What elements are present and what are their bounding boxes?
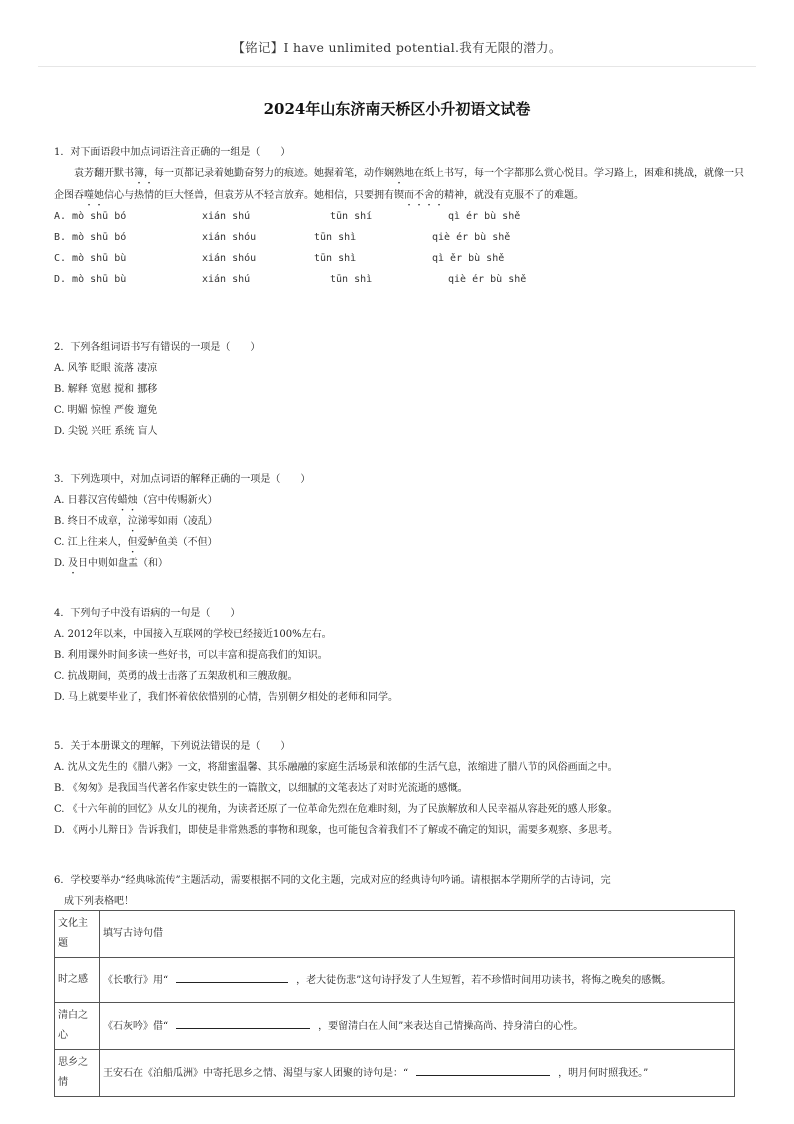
row-2-text-before: 《石灰吟》借“ xyxy=(103,1020,169,1032)
emphasized-char: 蜡 xyxy=(117,495,128,506)
row-1-text-before: 《长歌行》用“ xyxy=(103,974,169,986)
question-1-option-d[interactable] xyxy=(54,269,744,290)
pinyin-cell: B. mò shū bó xyxy=(54,232,127,243)
pinyin-cell: A. mò shū bó xyxy=(54,211,127,222)
emphasized-char: 书 xyxy=(124,168,134,179)
emphasized-char: 而 xyxy=(404,189,414,201)
question-3-option-c[interactable] xyxy=(54,532,744,553)
question-4-option-d[interactable]: D. 马上就要毕业了，我们怀着依依惜别的心情，告别朝夕相处的老师和同学。 xyxy=(54,692,399,703)
row-2-text-after: ，要留清白在人间”来表达自己情操高尚、持身清白的心性。 xyxy=(318,1020,584,1032)
poem-table xyxy=(54,910,735,1097)
question-6-stem-line-2: 成下列表格吧！ xyxy=(64,896,134,907)
pinyin-cell: qì ér bù shě xyxy=(448,211,521,222)
passage-text: 袁芳翻开默 xyxy=(74,168,124,179)
question-3 xyxy=(54,469,744,574)
pinyin-cell: xián shú xyxy=(202,274,251,285)
emphasized-char: 不 xyxy=(414,189,424,201)
row-3-text-before: 王安石在《泊船瓜洲》中寄托思乡之情、渴望与家人团聚的诗句是：“ xyxy=(103,1067,409,1079)
answer-blank-3[interactable] xyxy=(416,1063,550,1076)
option-text: D. xyxy=(54,558,69,569)
pinyin-cell: tūn shì xyxy=(330,274,373,285)
passage-text: 熟地在纸上书写，每一个字都那么赏心悦目。学习路上，困难和挑战，就像一只企图 xyxy=(54,168,744,201)
option-text: B. 终日不成章， xyxy=(54,516,128,527)
header-divider xyxy=(38,66,756,67)
table-row-theme: 清白之心 xyxy=(55,1003,100,1050)
pinyin-cell: D. mò shū bù xyxy=(54,274,127,285)
emphasized-char: 锲 xyxy=(394,189,404,201)
question-5-option-a[interactable]: A. 沈从文先生的《腊八粥》一文，将甜蜜温馨、其乐融融的家庭生活场景和浓郁的生活气息，浓缩进了腊八节的风俗画面之中。 xyxy=(54,762,618,773)
question-5-option-d[interactable]: D. 《两小儿辩日》告诉我们，即使是非常熟悉的事物和现象，也可能包含着我们不了解或不确定的知识，需要多观察、多思考。 xyxy=(54,825,619,836)
question-3-stem: 3．下列选项中，对加点词语的解释正确的一项是（ ） xyxy=(54,474,311,485)
option-text: 爱鲈鱼美（不但） xyxy=(137,537,218,548)
answer-blank-1[interactable] xyxy=(176,970,288,983)
table-row-theme: 时之感 xyxy=(55,958,100,1003)
table-row xyxy=(55,1050,735,1097)
emphasized-char: 烛 xyxy=(127,495,138,506)
table-row xyxy=(55,958,735,1003)
option-text: C. 江上往来人， xyxy=(54,537,128,548)
question-6 xyxy=(54,870,744,912)
pinyin-cell: xián shóu xyxy=(202,232,257,243)
emphasized-char: 娴 xyxy=(384,168,394,179)
question-1-option-b[interactable] xyxy=(54,227,744,248)
question-4 xyxy=(54,603,744,708)
question-2-option-b[interactable]: B. 解释 宽慰 搅和 挪移 xyxy=(54,384,158,395)
row-3-text-after: ，明月何时照我还。” xyxy=(558,1067,649,1079)
question-5-stem: 5．关于本册课文的理解，下列说法错误的是（ ） xyxy=(54,741,291,752)
table-row-content xyxy=(100,1003,735,1050)
table-header-content: 填写古诗句借 xyxy=(100,911,735,958)
question-6-stem-line-1: 6．学校要举办“经典咏流传”主题活动，需要根据不同的文化主题，完成对应的经典诗句吟诵。请根据本学期所学的古诗词，完 xyxy=(54,875,611,886)
pinyin-cell: xián shóu xyxy=(202,253,257,264)
question-2-option-c[interactable]: C. 明媚 惊惶 严俊 遛免 xyxy=(54,405,158,416)
question-3-option-d[interactable] xyxy=(54,553,744,574)
question-4-option-b[interactable]: B. 利用课外时间多读一些好书，可以丰富和提高我们的知识。 xyxy=(54,650,328,661)
question-3-option-b[interactable] xyxy=(54,511,744,532)
pinyin-cell: qì ěr bù shě xyxy=(432,253,505,264)
passage-text: ，每一页都记录着她勤奋努力的痕迹。她握着笔，动作 xyxy=(144,168,384,179)
question-2 xyxy=(54,337,744,442)
table-row xyxy=(55,1003,735,1050)
question-3-option-a[interactable] xyxy=(54,490,744,511)
emphasized-char: 舍 xyxy=(424,189,434,201)
option-text: A. 日暮汉宫传 xyxy=(54,495,118,506)
question-4-option-c[interactable]: C. 抗战期间，英勇的战士击落了五架敌机和三艘敌舰。 xyxy=(54,671,298,682)
question-5 xyxy=(54,736,744,841)
option-text: 涕零如雨（凌乱） xyxy=(137,516,218,527)
emphasized-char: 泣 xyxy=(127,516,138,527)
pinyin-cell: tūn shì xyxy=(314,232,357,243)
pinyin-cell: C. mò shū bù xyxy=(54,253,127,264)
question-5-option-c[interactable]: C. 《十六年前的回忆》从女儿的视角，为读者还原了一位革命先烈在危难时刻，为了民族解放和人民幸福从容赴死的感人形象。 xyxy=(54,804,618,815)
option-text: 日中则如盘盂（和） xyxy=(78,558,169,569)
table-header-theme: 文化主题 xyxy=(55,911,100,958)
question-2-option-d[interactable]: D. 尖锐 兴旺 系统 盲人 xyxy=(54,426,158,437)
emphasized-char: 吞 xyxy=(74,189,84,201)
pinyin-cell: qiè ér bù shě xyxy=(432,232,511,243)
emphasized-char: 及 xyxy=(68,558,79,569)
question-5-option-b[interactable]: B. 《匆匆》是我国当代著名作家史铁生的一篇散文，以细腻的文笔表达了对时光流逝的感慨。 xyxy=(54,783,468,794)
passage-text: 的精神，就没有克服不了的难题。 xyxy=(434,189,584,201)
passage-text: 她信心与热情的巨大怪兽，但袁芳从不轻言放弃。她相信，只要拥有 xyxy=(94,189,394,201)
emphasized-char: 但 xyxy=(127,537,138,548)
question-1-option-a[interactable] xyxy=(54,206,744,227)
pinyin-cell: tūn shí xyxy=(330,211,373,222)
question-1-option-c[interactable] xyxy=(54,248,744,269)
emphasized-char: 噬 xyxy=(84,189,94,201)
question-3-options xyxy=(54,490,744,574)
question-1-options xyxy=(54,206,744,290)
question-4-option-a[interactable]: A. 2012年以来，中国接入互联网的学校已经接近100%左右。 xyxy=(54,629,332,640)
table-row-content xyxy=(100,1050,735,1097)
option-text: （宫中传赐新火） xyxy=(137,495,218,506)
row-1-text-after: ，老大徒伤悲”这句诗抒发了人生短暂，若不珍惜时间用功读书，将悔之晚矣的感慨。 xyxy=(296,974,672,986)
motto-header: 【铭记】I have unlimited potential.我有无限的潜力。 xyxy=(232,40,562,55)
pinyin-cell: tūn shì xyxy=(314,253,357,264)
answer-blank-2[interactable] xyxy=(176,1016,310,1029)
table-row-content xyxy=(100,958,735,1003)
question-2-option-a[interactable]: A. 风筝 眨眼 流落 凄凉 xyxy=(54,363,158,374)
question-1 xyxy=(54,142,744,290)
question-1-passage xyxy=(54,163,744,206)
question-4-stem: 4．下列句子中没有语病的一句是（ ） xyxy=(54,608,241,619)
table-header-row xyxy=(55,911,735,958)
pinyin-cell: qiè ér bù shě xyxy=(448,274,527,285)
emphasized-char: 簿 xyxy=(134,168,144,179)
table-row-theme: 思乡之情 xyxy=(55,1050,100,1097)
question-1-stem: 1．对下面语段中加点词语注音正确的一组是（ ） xyxy=(54,147,291,158)
pinyin-cell: xián shú xyxy=(202,211,251,222)
question-2-stem: 2．下列各组词语书写有错误的一项是（ ） xyxy=(54,342,261,353)
exam-title: 2024年山东济南天桥区小升初语文试卷 xyxy=(263,100,531,118)
